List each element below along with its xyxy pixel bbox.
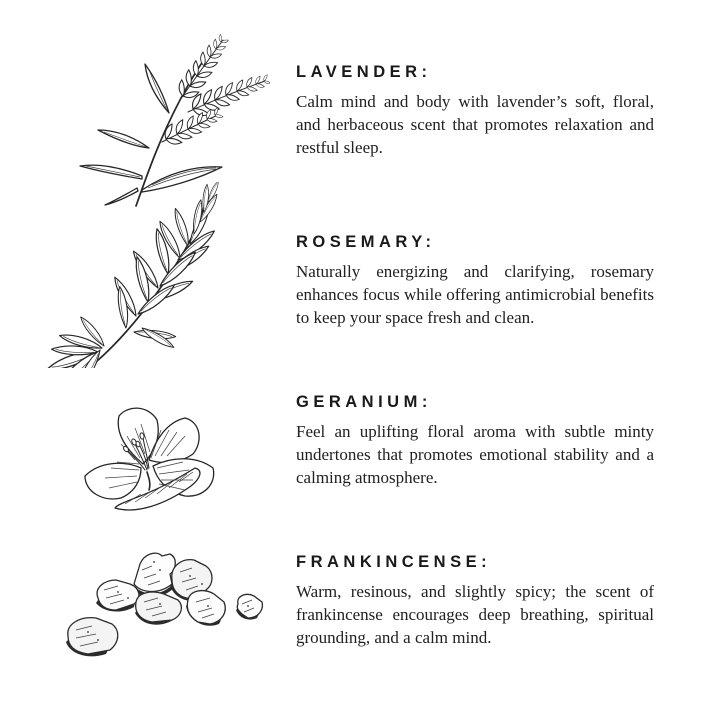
- lavender-description: Calm mind and body with lavender’s soft, floral, and herbaceous scent that promotes relaxation and restful sleep.: [296, 92, 654, 157]
- section-rosemary: [296, 232, 654, 329]
- section-lavender: [296, 62, 654, 159]
- frankincense-resin-icon: [40, 540, 268, 678]
- lavender-sprig-icon: [52, 20, 270, 208]
- geranium-illustration: [45, 386, 243, 528]
- geranium-flower-icon: [45, 386, 243, 528]
- rosemary-illustration: [38, 182, 250, 368]
- frankincense-heading: FRANKINCENSE:: [296, 553, 492, 571]
- rosemary-sprig-icon: [38, 182, 250, 368]
- geranium-description: Feel an uplifting floral aroma with subtle minty undertones that promotes emotional stability and a calming atmosphere.: [296, 422, 654, 487]
- geranium-heading: GERANIUM:: [296, 393, 432, 411]
- rosemary-heading: ROSEMARY:: [296, 233, 436, 251]
- frankincense-illustration: [40, 540, 268, 678]
- frankincense-description: Warm, resinous, and slightly spicy; the scent of frankincense encourages deep breathing, spiritual grounding, and a calm mind.: [296, 582, 654, 647]
- lavender-illustration: [52, 20, 270, 208]
- lavender-heading: LAVENDER:: [296, 63, 432, 81]
- section-frankincense: [296, 552, 654, 649]
- rosemary-description: Naturally energizing and clarifying, rosemary enhances focus while offering antimicrobial benefits to keep your space fresh and clean.: [296, 262, 654, 327]
- section-geranium: [296, 392, 654, 489]
